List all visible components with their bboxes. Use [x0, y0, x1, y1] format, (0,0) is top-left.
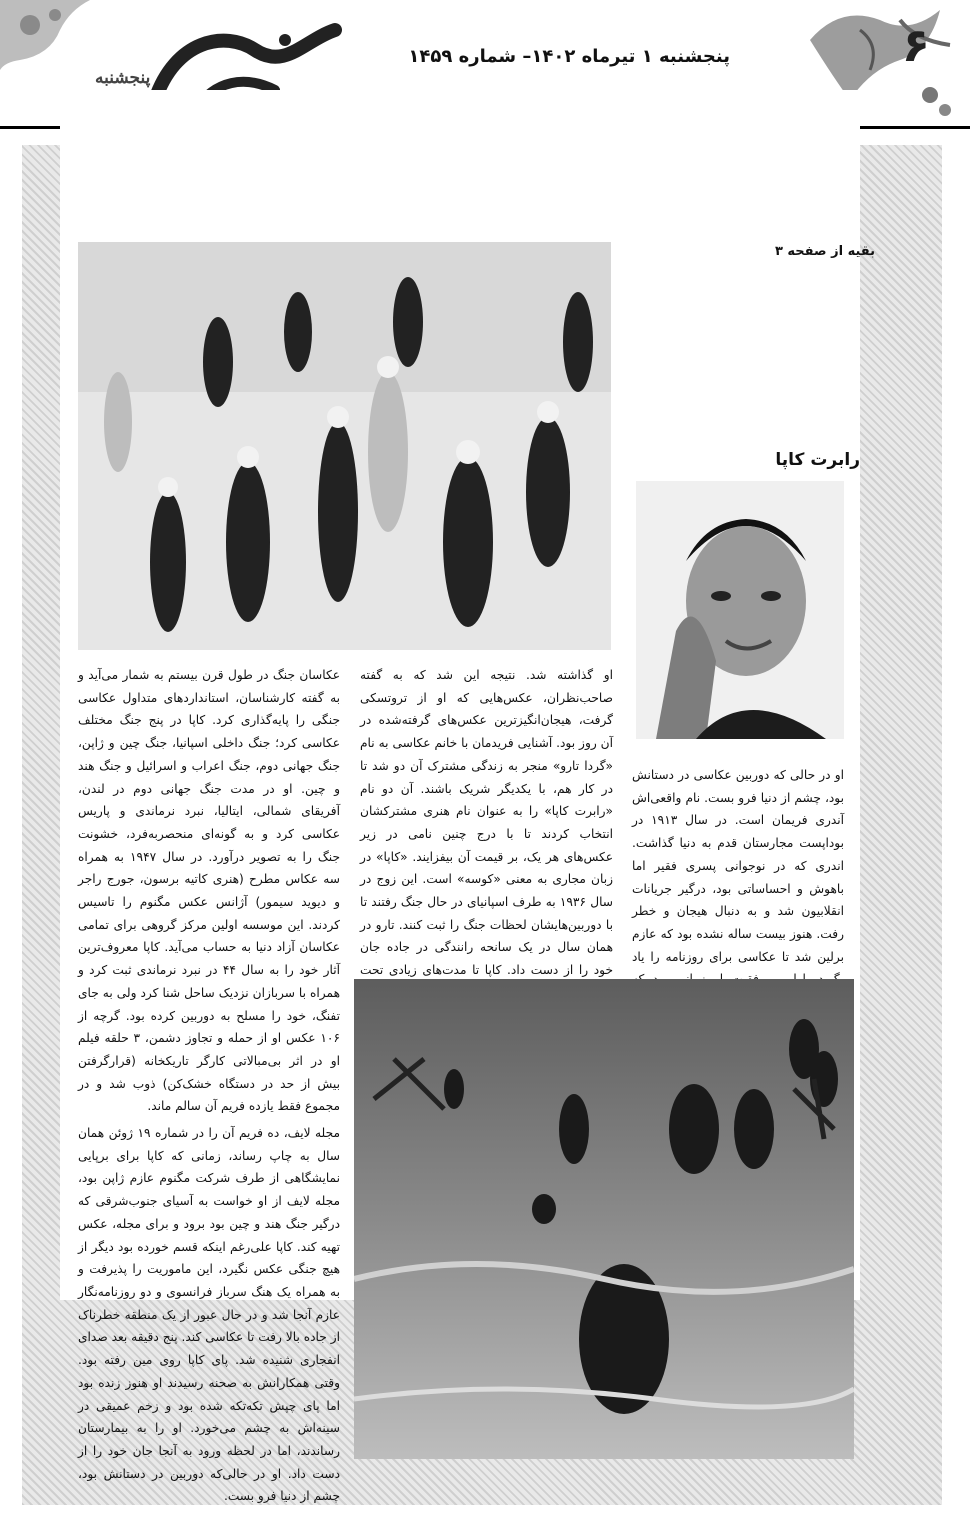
article-column-left	[78, 664, 340, 1508]
children-snow-photo	[78, 242, 611, 650]
issue-date-number: پنجشنبه ۱ تیرماه ۱۴۰۲– شماره ۱۴۵۹	[408, 46, 730, 67]
continuation-note: بقیه از صفحه ۳	[774, 244, 875, 259]
page-number: ۶	[901, 18, 930, 72]
article-column-middle: او گذاشته شد. نتیجه این شد که به گفته صاحب‌نظران، عکس‌هایی که او از تروتسکی گرفت، هیجان‌انگیزترین عکس‌های گرفته‌شده در آن روز بود. آشنایی فریدمان با خانم عکاسی به نام «گردا تارو» منجر به زندگی مشترک آن دو شد تا در کار هم، با یکدیگر شریک باشند. آن دو نام «رابرت کاپا» را به عنوان نام هنری مشترکشان انتخاب کردند تا با درج چنین نامی در زیر عکس‌های هر یک، بر قیمت آن بیفزایند. «کاپا» در زبان مجاری به معنی «کوسه» است. این زوج در سال ۱۹۳۶ به طرف اسپانیای در حال جنگ رفتند تا با دوربین‌هایشان لحظات جنگ را ثبت کنند. تارو در همان سال در یک سانحه رانندگی در جاده جان خود را از دست داد. کاپا تا مدت‌های زیادی تحت	[360, 668, 613, 978]
logo-subtitle: پنجشنبه	[95, 68, 151, 88]
article-paragraph: مجله لایف، ده فریم آن را در شماره ۱۹ ژوئن همان سال به چاپ رساند، زمانی که کاپا برای برپایی نمایشگاهی از طرف شرکت مگنوم عازم ژاپن بود، مجله لایف از او خواست به آسیای جنوب‌شرقی که درگیر جنگ هند و چین بود برود و برای مجله، عکس تهیه کند. کاپا علی‌رغم اینکه قسم خورده بود دیگر از هیچ جنگی عکس نگیرد، این ماموریت را پذیرفت و به همراه یک هنگ سرباز فرانسوی و دو روزنامه‌نگار عازم آنجا شد و در حال عبور از یک منطقه خطرناک از جاده بالا رفت تا عکاسی کند. پنج دقیقه بعد صدای انفجاری شنیده شد. پای کاپا روی مین رفته بود. وقتی همکارانش به صحنه رسیدند او هنوز زنده بود اما پای چپش تکه‌تکه شده بود و زخم عمیقی در سینه‌اش به چشم می‌خورد. او را به بیمارستان رساندند، اما در لحظه ورود به آنجا جان خود را از دست داد. او در حالی‌که دوربین در دستانش بود، چشم از دنیا فرو بست.	[78, 1126, 340, 1504]
article-paragraph: عکاسان جنگ در طول قرن بیستم به شمار می‌آید و به گفته کارشناسان، استانداردهای متداول عکاسی جنگی را پایه‌گذاری کرد. کاپا در پنج جنگ مختلف عکاسی کرد؛ جنگ داخلی اسپانیا، جنگ چین و ژاپن، جنگ جهانی دوم، جنگ اعراب و اسرائیل و جنگ هند و چین. او در مدت جنگ جهانی دوم در لندن، آفریقای شمالی، ایتالیا، نبرد نرماندی و پاریس عکاسی کرد و به گونه‌ای منحصربه‌فرد، خشونت جنگ را به تصویر درآورد. در سال ۱۹۴۷ به همراه سه عکاس مطرح (هنری کاتیه برسون، جورج راجر و دیوید سیمور) آژانس عکس مگنوم را تاسیس کردند. این موسسه اولین مرکز گروهی برای تمامی عکاسان آزاد دنیا به حساب می‌آید. کاپا معروف‌ترین آثار خود را به سال ۴۴ در نبرد نرماندی ثبت کرد و همراه با سربازان نزدیک ساحل شنا کرد ولی به جای تفنگ، خود را مسلح به دوربین کرده بود. گرچه از ۱۰۶ عکس او از حمله و تجاوز دشمن، ۳ حلقه فیلم او در اثر بی‌مبالاتی کارگر تاریکخانه (قرارگرفتن بیش از حد در دستگاه خشک‌کن) ذوب شد و در مجموع فقط یازده فریم آن سالم ماند.	[78, 668, 341, 1114]
article-column-right: او در حالی که دوربین عکاسی در دستانش بود، چشم از دنیا فرو بست. نام واقعی‌اش آندری فریمان است. در سال ۱۹۱۳ در بوداپست مجارستان قدم به دنیا گذاشت. اندری که در نوجوانی پسری فقیر اما باهوش و احساساتی بود، درگیر جریانات انقلابیون شد و به دنبال هیجان و خطر رفت. هنوز بیست ساله نشده بود که عازم برلین شد تا عکاسی برای روزنامه را یاد	[632, 768, 845, 964]
portrait-caption: رابرت کاپا	[775, 450, 860, 470]
normandy-landing-photo	[354, 979, 854, 1459]
robert-capa-portrait	[636, 481, 844, 739]
arabesque-ornament-icon	[0, 0, 90, 70]
